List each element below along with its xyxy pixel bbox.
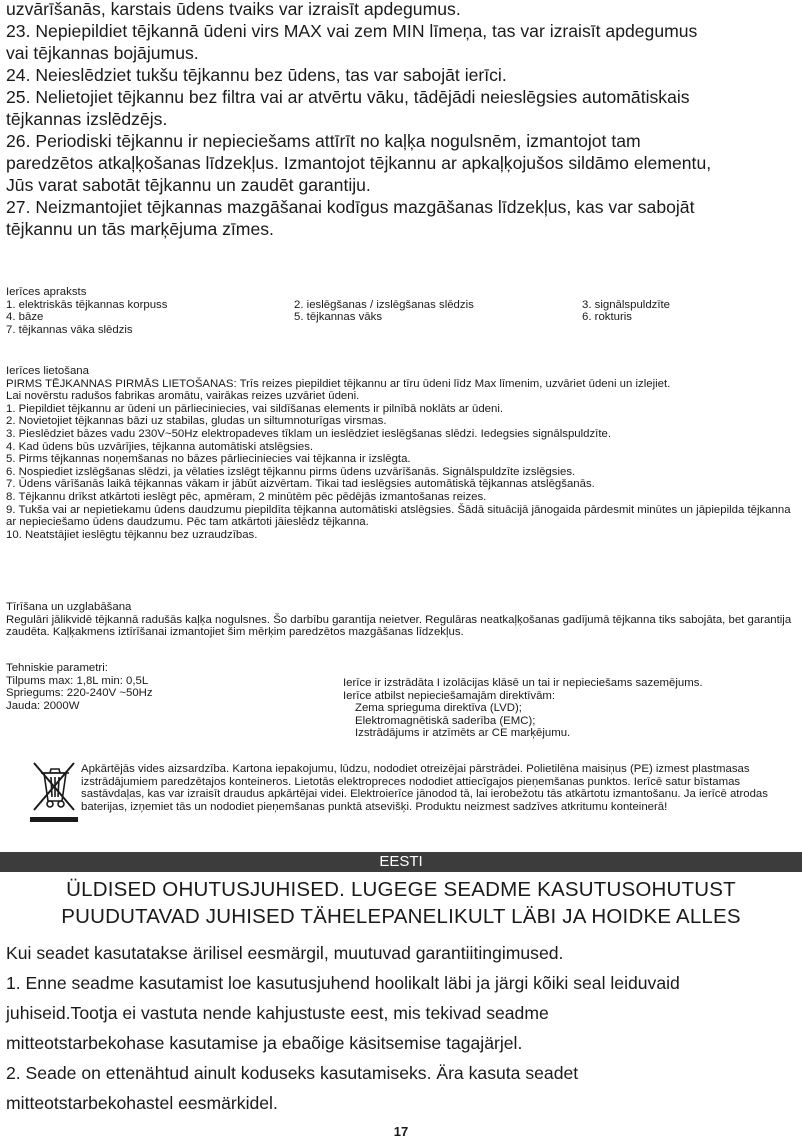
text-line: Spriegums: 220-240V ~50Hz	[6, 687, 153, 700]
parts-row	[6, 311, 796, 324]
text-line: 5. Pirms tējkannas noņemšanas no bāzes pārlieciniecies vai tējkanna ir izslēgta.	[6, 453, 411, 466]
weee-bar	[30, 817, 78, 822]
text-line: tējkannas izslēdzējs.	[6, 109, 168, 129]
text-line: Tilpums max: 1,8L min: 0,5L	[6, 674, 149, 687]
text-line: vai tējkannas bojājumus.	[6, 43, 199, 63]
text-line: Zema sprieguma direktīva (LVD);	[355, 702, 522, 715]
text-line: 9. Tukša vai ar nepietiekamu ūdens daudzumu piepildīta tējkanna automātiski atslēgsies. Šādā situācijā jānogaida pārdesmit minūtes un jāpiepilda tējkanna ar nepieciešamo ūdens daudzumu. Pēc tam atkārtoti jāieslēdz tējkanna.	[6, 503, 791, 529]
text-line: 1. Enne seadme kasutamist loe kasutusjuhend hoolikalt läbi ja järgi kõiki seal leiduvaid	[6, 973, 680, 993]
text-line: mitteotstarbekohase kasutamise ja ebaõige käsitsemise tagajärjel.	[6, 1033, 523, 1053]
part-item: 5. tējkannas vāks	[294, 311, 383, 324]
text-line: Kui seadet kasutatakse ärilisel eesmärgil, muutuvad garantiitingimused.	[6, 943, 564, 963]
estonian-instructions	[6, 938, 800, 1118]
section-heading: Tīrīšana un uzglabāšana	[6, 601, 132, 613]
text-line: 1. Piepildiet tējkannu ar ūdeni un pārlieciniecies, vai sildīšanas elements ir pilnībā noklāts ar ūdeni.	[6, 402, 504, 415]
text-line: Elektromagnētiskā saderība (EMC);	[355, 714, 536, 727]
text-line: 24. Neieslēdziet tukšu tējkannu bez ūdens, tas var sabojāt ierīci.	[6, 65, 507, 85]
section-heading: Tehniskie parametri:	[6, 662, 108, 674]
device-description	[6, 286, 796, 336]
text-line: uzvārīšanās, karstais ūdens tvaiks var izraisīt apdegumus.	[6, 0, 461, 19]
text-line: 2. Novietojiet tējkannas bāzi uz stabilas, gludas un siltumnoturīgas virsmas.	[6, 415, 387, 428]
text-line: Jauda: 2000W	[6, 699, 80, 712]
text-line: Ierīce ir izstrādāta I izolācijas klāsē un tai ir nepieciešams sazemējums.	[343, 677, 703, 689]
part-item: 6. rokturis	[582, 311, 633, 324]
language-section-banner: EESTI	[0, 852, 802, 872]
cleaning-storage	[6, 601, 796, 639]
estonian-safety-title	[0, 876, 802, 930]
text-line: 3. Pieslēdziet bāzes vadu 230V~50Hz elektropadeves tīklam un ieslēdziet ieslēgšanas slēdzi. Iedegsies signālspuldzīte.	[6, 427, 612, 440]
text-line: 26. Periodiski tējkannu ir nepieciešams attīrīt no kaļķa nogulsnēm, izmantojot tam	[6, 131, 641, 151]
section-heading: Ierīces lietošana	[6, 365, 89, 377]
latvian-safety-continued	[6, 0, 798, 240]
environment-protection	[81, 763, 793, 813]
crossed-out-wheelie-bin-icon	[30, 759, 78, 814]
section-heading: Ierīces apraksts	[6, 286, 87, 298]
part-item: 4. bāze	[6, 311, 44, 324]
text-line: 4. Kad ūdens būs uzvārījies, tējkanna automātiski atslēgsies.	[6, 440, 314, 453]
text-line: mitteotstarbekohastel eesmärkidel.	[6, 1093, 278, 1113]
text-line: 6. Nospiediet izslēgšanas slēdzi, ja vēlaties izslēgt tējkannu pirms ūdens uzvārīšanās. Signālspuldzīte izslēgsies.	[6, 465, 576, 478]
parts-row	[6, 324, 796, 337]
part-item: 1. elektriskās tējkannas korpuss	[6, 298, 168, 311]
part-item: 7. tējkannas vāka slēdzis	[6, 323, 133, 336]
text-line: 7. Ūdens vārīšanās laikā tējkannas vākam ir jābūt aizvērtam. Tikai tad ieslēgsies automātiskā tējkannas atslēgšanās.	[6, 478, 595, 491]
text-line: Jūs varat sabotāt tējkannu un zaudēt garantiju.	[6, 175, 371, 195]
text-line: Izstrādājums ir atzīmēts ar CE marķējumu.	[355, 727, 571, 740]
compliance-info	[343, 677, 793, 740]
text-line: paredzētos atkaļķošanas līdzekļus. Izmantojot tējkannu ar apkaļķojušos sildāmo elementu,	[6, 153, 712, 173]
paragraph: Regulāri jālikvidē tējkannā radušās kaļķa nogulsnes. Šo darbību garantija neietver. Regulāras neatkaļķošanas gadījumā tējkanna tiks sabojāta, bet garantija zaudēta. Kaļķakmens iztīrīšanai izmantojiet šim mērķim paredzētos mazgāšanas līdzekļus.	[6, 613, 792, 639]
technical-parameters	[6, 662, 326, 712]
page-number: 17	[393, 1124, 409, 1139]
text-line: PIRMS TĒJKANNAS PIRMĀS LIETOŠANAS: Trīs reizes piepildiet tējkannu ar tīru ūdeni līdz Max līmenim, uzvāriet ūdeni un izlejiet.	[6, 377, 671, 390]
text-line: 2. Seade on ettenähtud ainult koduseks kasutamiseks. Ära kasuta seadet	[6, 1063, 579, 1083]
text-line: Ierīce atbilst nepieciešamajām direktīvām:	[343, 689, 556, 702]
text-line: 10. Neatstājiet ieslēgtu tējkannu bez uzraudzības.	[6, 528, 258, 541]
text-line: tējkannu un tās marķējuma zīmes.	[6, 219, 274, 239]
device-usage	[6, 365, 800, 541]
part-item: 2. ieslēgšanas / izslēgšanas slēdzis	[294, 298, 474, 311]
title-line: PUUDUTAVAD JUHISED TÄHELEPANELIKULT LÄBI JA HOIDKE ALLES	[61, 905, 741, 928]
text-line: 27. Neizmantojiet tējkannas mazgāšanai kodīgus mazgāšanas līdzekļus, kas var sabojāt	[6, 197, 695, 217]
text-line: Lai novērstu radušos fabrikas aromātu, vairākas reizes uzvāriet ūdeni.	[6, 390, 360, 403]
text-line: 23. Nepiepildiet tējkannā ūdeni virs MAX vai zem MIN līmeņa, tas var izraisīt apdegumus	[6, 21, 698, 41]
text-line: 25. Nelietojiet tējkannu bez filtra vai ar atvērtu vāku, tādējādi neieslēgsies automātiskais	[6, 87, 690, 107]
text-line: 8. Tējkannu drīkst atkārtoti ieslēgt pēc, apmēram, 2 minūtēm pēc pēdējās izmantošanas reizes.	[6, 490, 487, 503]
title-line: ÜLDISED OHUTUSJUHISED. LUGEGE SEADME KASUTUSOHUTUST	[66, 878, 736, 901]
part-item: 3. signālspuldzīte	[582, 298, 671, 311]
paragraph: Apkārtējās vides aizsardzība. Kartona iepakojumu, lūdzu, nododiet otreizējai pārstrādei. Polietilēna maisiņus (PE) izmest plastmasas izstrādājumiem paredzētajos konteineros. Lietotās elektropreces nododiet attiecīgajos pieņemšanas punktos. Ierīcē satur bīstamas sastāvdaļas, kas var izraisīt draudus apkārtējai videi. Elektroierīce jānodod tā, lai ierobežotu tās atkārtotu izmantošanu. Ja ierīcē atrodas baterijas, izņemiet tās un nododiet pieņemšanas punktā atsevišķi. Produktu neizmest sadzīves atkritumu konteinerā!	[81, 763, 768, 813]
text-line: juhiseid.Tootja ei vastuta nende kahjustuste eest, mis tekivad seadme	[6, 1003, 549, 1023]
parts-row	[6, 299, 796, 312]
